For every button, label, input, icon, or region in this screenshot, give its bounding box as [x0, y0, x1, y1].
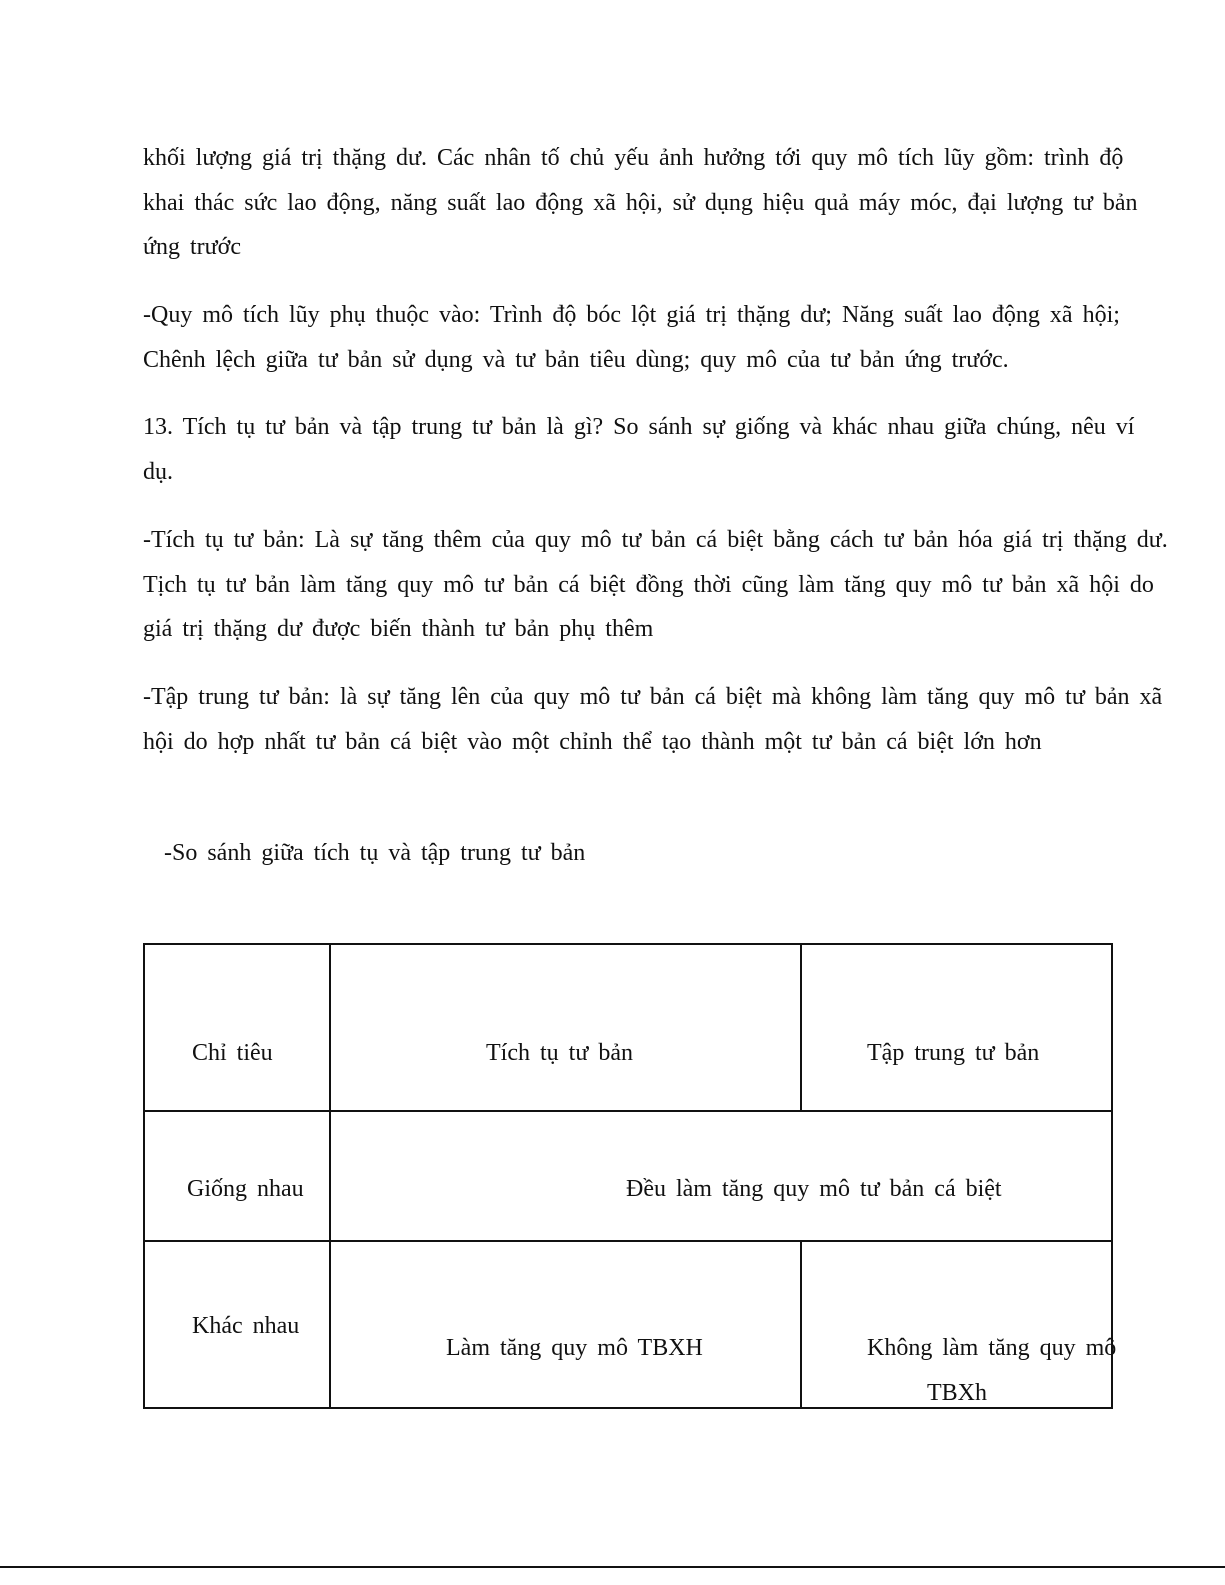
comparison-table: [143, 943, 1117, 1409]
table-row-different-concentration: Làm tăng quy mô TBXH: [446, 1335, 703, 1361]
table-row-similar-value: Đều làm tăng quy mô tư bản cá biệt: [626, 1176, 1002, 1202]
paragraph-accumulation-factors: khối lượng giá trị thặng dư. Các nhân tố chủ yếu ảnh hưởng tới quy mô tích lũy gồm: trình độ khai thác sức lao động, năng suất lao động xã hội, sử dụng hiệu quả máy móc, đại lượng tư bản ứng trước: [143, 145, 1138, 260]
question-13: 13. Tích tụ tư bản và tập trung tư bản là gì? So sánh sự giống và khác nhau giữa chúng, nêu ví dụ.: [143, 414, 1135, 485]
table-col-divider-1: [329, 943, 331, 1409]
table-col-divider-2-top: [800, 943, 802, 1112]
table-header-concentration: Tích tụ tư bản: [486, 1040, 633, 1066]
table-row-different-centralization-line2: TBXh: [927, 1380, 987, 1406]
table-row-divider-2: [143, 1240, 1113, 1242]
table-row-different-centralization-line1: Không làm tăng quy mô: [867, 1335, 1117, 1361]
table-header-criteria: Chỉ tiêu: [192, 1040, 273, 1066]
table-col-divider-2-bottom: [800, 1240, 802, 1409]
paragraph-centralization-definition: -Tập trung tư bản: là sự tăng lên của quy mô tư bản cá biệt mà không làm tăng quy mô tư bản xã hội do hợp nhất tư bản cá biệt vào một chỉnh thể tạo thành một tư bản cá biệt lớn hơn: [143, 684, 1163, 755]
table-header-centralization: Tập trung tư bản: [867, 1040, 1040, 1066]
paragraph-concentration-definition: -Tích tụ tư bản: Là sự tăng thêm của quy mô tư bản cá biệt bằng cách tư bản hóa giá trị thặng dư. Tịch tụ tư bản làm tăng quy mô tư bản cá biệt đồng thời cũng làm tăng quy mô tư bản xã hội do giá trị thặng dư được biến thành tư bản phụ thêm: [143, 527, 1168, 642]
table-row-divider-1: [143, 1110, 1113, 1112]
table-border-left: [143, 943, 145, 1409]
table-row-similar-label: Giống nhau: [187, 1176, 304, 1202]
table-border-top: [143, 943, 1113, 945]
page-bottom-rule: [0, 1566, 1225, 1568]
paragraph-accumulation-scale: -Quy mô tích lũy phụ thuộc vào: Trình độ bóc lột giá trị thặng dư; Năng suất lao động xã hội; Chênh lệch giữa tư bản sử dụng và tư bản tiêu dùng; quy mô của tư bản ứng trước.: [143, 302, 1120, 373]
paragraph-comparison-heading: -So sánh giữa tích tụ và tập trung tư bản: [164, 840, 586, 866]
table-row-different-label: Khác nhau: [192, 1313, 300, 1339]
